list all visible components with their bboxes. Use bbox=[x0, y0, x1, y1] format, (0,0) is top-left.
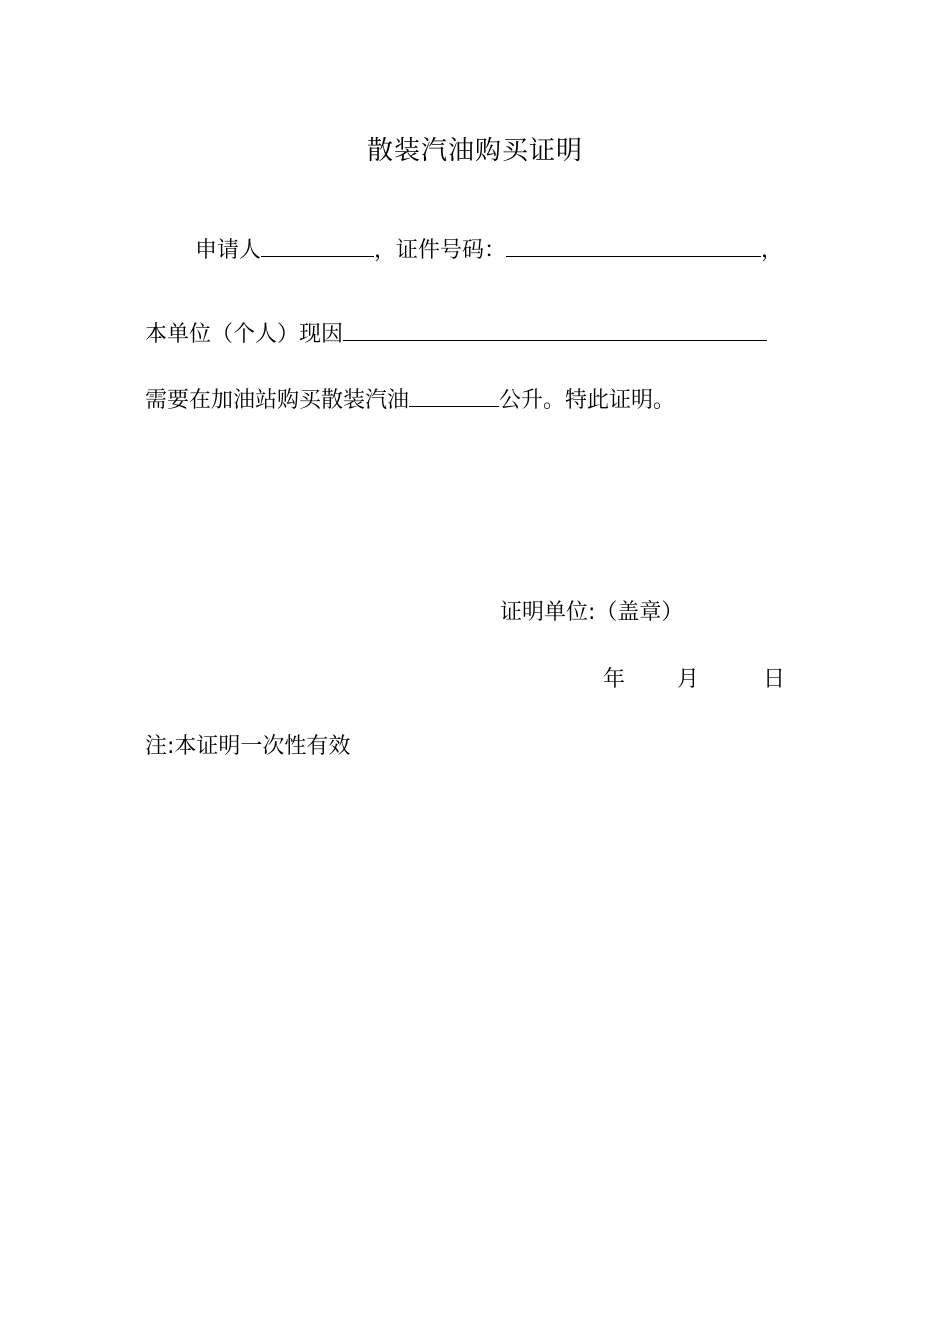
row-end-punct: ， bbox=[761, 238, 784, 263]
quantity-row bbox=[145, 384, 675, 416]
id-number-blank[interactable] bbox=[506, 234, 761, 257]
quantity-suffix: 公升。特此证明。 bbox=[499, 388, 676, 413]
date-row bbox=[603, 665, 785, 695]
applicant-row bbox=[195, 234, 783, 266]
document-title: 散装汽油购买证明 bbox=[366, 136, 583, 166]
applicant-label: 申请人 bbox=[195, 238, 262, 263]
quantity-blank[interactable] bbox=[409, 384, 499, 407]
applicant-name-blank[interactable] bbox=[261, 234, 374, 257]
date-year: 年 bbox=[603, 667, 626, 692]
reason-blank[interactable] bbox=[343, 318, 767, 341]
validity-note: 注:本证明一次性有效 bbox=[145, 734, 351, 759]
id-number-label: ，证件号码： bbox=[374, 238, 507, 263]
date-month: 月 bbox=[677, 667, 700, 692]
date-day: 日 bbox=[763, 667, 786, 692]
issuing-unit-seal: 证明单位:（盖章） bbox=[500, 600, 684, 625]
purchase-need-label: 需要在加油站购买散装汽油 bbox=[145, 388, 410, 413]
reason-row bbox=[145, 318, 767, 350]
reason-label: 本单位（个人）现因 bbox=[145, 322, 344, 347]
